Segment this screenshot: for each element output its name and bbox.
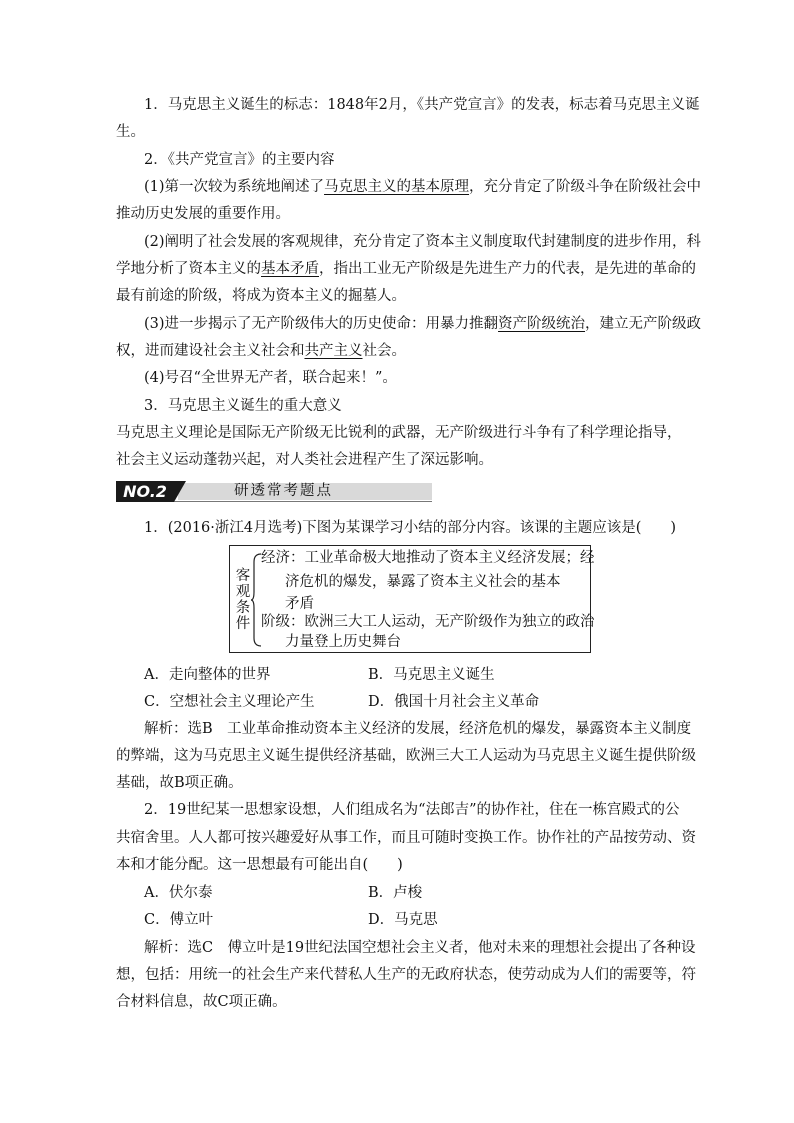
text: 权，进而建设社会主义社会和 bbox=[116, 343, 305, 359]
paragraph-line bbox=[144, 314, 701, 334]
question-stem: 共宿舍里。人人都可按兴趣爱好从事工作，而且可随时变换工作。协作社的产品按劳动、资 bbox=[116, 830, 696, 846]
option-d: D．俄国十月社会主义革命 bbox=[368, 694, 540, 710]
text: 社会。 bbox=[362, 343, 406, 359]
box-label bbox=[235, 568, 251, 632]
paragraph-line: 推动历史发展的重要作用。 bbox=[116, 206, 290, 222]
underlined-term: 共产主义 bbox=[304, 343, 363, 359]
box-label-text: 客 观 条 件 bbox=[235, 568, 251, 632]
answer-line: 解析：选B 工业革命推动资本主义经济的发展，经济危机的爆发，暴露资本主义制度 bbox=[144, 721, 692, 737]
underlined-term: 马克思主义的基本原理 bbox=[324, 179, 470, 195]
text: (1)第一次较为系统地阐述了 bbox=[144, 179, 325, 195]
paragraph-line: 生。 bbox=[116, 124, 145, 140]
paragraph-line: 马克思主义理论是国际无产阶级无比锐利的武器，无产阶级进行斗争有了科学理论指导， bbox=[116, 425, 682, 441]
option-d: D．马克思 bbox=[368, 912, 438, 928]
section-heading: 3．马克思主义诞生的重大意义 bbox=[144, 398, 342, 414]
section-badge: NO.2 bbox=[116, 481, 174, 502]
section-banner bbox=[116, 481, 432, 502]
text: ，指出工业无产阶级是先进生产力的代表，是先进的革命的 bbox=[319, 261, 696, 277]
badge-notch bbox=[174, 481, 186, 502]
option-c: C．傅立叶 bbox=[144, 912, 214, 928]
section-heading: 2．《共产党宣言》的主要内容 bbox=[144, 152, 335, 168]
option-a: A．走向整体的世界 bbox=[144, 667, 271, 683]
paragraph-line: 最有前途的阶级，将成为资本主义的掘墓人。 bbox=[116, 288, 406, 304]
option-b: B．卢梭 bbox=[368, 885, 423, 901]
box-row: 力量登上历史舞台 bbox=[285, 634, 401, 650]
paragraph-line: (4)号召“全世界无产者，联合起来！”。 bbox=[144, 370, 397, 386]
underlined-term: 资产阶级统治 bbox=[498, 316, 586, 332]
text: 学地分析了资本主义的 bbox=[116, 261, 261, 277]
paragraph-line bbox=[116, 341, 406, 361]
text: ，充分肯定了阶级斗争在阶级社会中 bbox=[469, 179, 702, 195]
box-row: 阶级：欧洲三大工人运动，无产阶级作为独立的政治 bbox=[261, 614, 595, 630]
option-a: A．伏尔泰 bbox=[144, 885, 213, 901]
answer-line: 的弊端，这为马克思主义诞生提供经济基础，欧洲三大工人运动为马克思主义诞生提供阶级 bbox=[116, 748, 696, 764]
text: (3)进一步揭示了无产阶级伟大的历史使命：用暴力推翻 bbox=[144, 316, 499, 332]
underlined-term: 基本矛盾 bbox=[261, 261, 319, 277]
box-row: 经济：工业革命极大地推动了资本主义经济发展；经 bbox=[261, 550, 595, 566]
question-stem: 本和才能分配。这一思想最有可能出自( ) bbox=[116, 857, 403, 873]
option-b: B．马克思主义诞生 bbox=[368, 667, 495, 683]
answer-line: 基础，故B项正确。 bbox=[116, 775, 243, 791]
option-c: C．空想社会主义理论产生 bbox=[144, 694, 315, 710]
text: ，建立无产阶级政 bbox=[585, 316, 702, 332]
paragraph-line: 1．马克思主义诞生的标志：1848年2月，《共产党宣言》的发表，标志着马克思主义诞 bbox=[144, 97, 700, 113]
answer-line: 解析：选C 傅立叶是19世纪法国空想社会主义者，他对未来的理想社会提出了各种设 bbox=[144, 940, 696, 956]
summary-box bbox=[229, 545, 595, 653]
question-stem: 1．(2016·浙江4月选考)下图为某课学习小结的部分内容。该课的主题应该是( ) bbox=[144, 520, 677, 536]
paragraph-line: 社会主义运动蓬勃兴起，对人类社会进程产生了深远影响。 bbox=[116, 452, 493, 468]
answer-line: 合材料信息，故C项正确。 bbox=[116, 994, 287, 1010]
box-row: 矛盾 bbox=[285, 596, 314, 612]
box-row: 济危机的爆发，暴露了资本主义社会的基本 bbox=[285, 574, 561, 590]
question-stem: 2．19世纪某一思想家设想，人们组成名为“法郎吉”的协作社，住在一栋宫殿式的公 bbox=[144, 802, 680, 818]
paragraph-line bbox=[144, 177, 701, 197]
paragraph-line bbox=[116, 259, 696, 279]
paragraph-line: (2)阐明了社会发展的客观规律，充分肯定了资本主义制度取代封建制度的进步作用，科 bbox=[144, 234, 702, 250]
banner-title: 研透常考题点 bbox=[234, 483, 333, 499]
answer-line: 想，包括：用统一的社会生产来代替私人生产的无政府状态，使劳动成为人们的需要等，符 bbox=[116, 967, 696, 983]
